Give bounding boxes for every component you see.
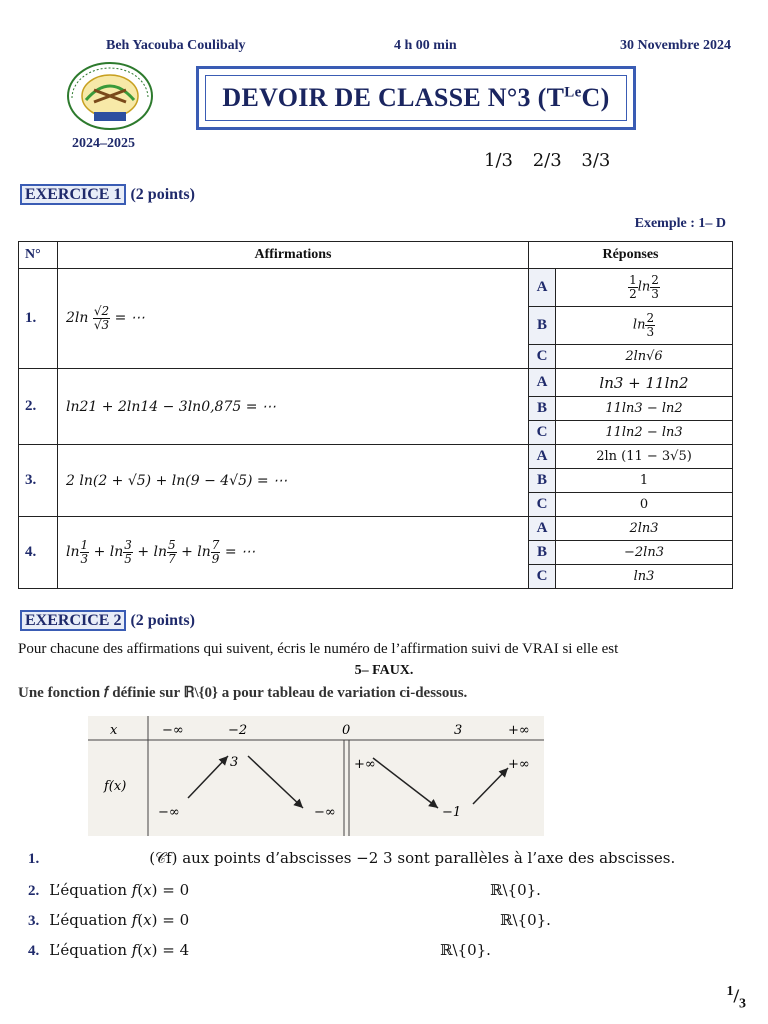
exam-date: 30 Novembre 2024 [620,38,731,53]
exercise2-heading: EXERCICE 2 (2 points) [20,612,195,630]
answer-option: 11ln3 − ln2 [556,397,733,421]
tv-x-value: +∞ [508,723,530,738]
answer-letter: C [529,493,556,517]
answer-letter: C [529,421,556,445]
question-number: 4. [19,517,58,589]
page-markers [484,150,624,171]
answer-letter: B [529,469,556,493]
question-statement: 2ln $\frac{√2}{√3}$ = ⋯ [58,269,529,369]
exam-duration: 4 h 00 min [394,38,457,53]
page-marker: 3/3 [581,150,611,171]
exercise2-item-2: 2. L’équation 𝑓(𝑥) = 0 [28,881,190,899]
answer-option: 0 [556,493,733,517]
tv-f-value: +∞ [508,757,530,772]
answer-option: 2ln3 [556,517,733,541]
answer-letter: B [529,307,556,345]
school-logo [64,60,156,132]
tv-f-label: f(x) [104,779,127,794]
answer-option: 2ln√6 [556,345,733,369]
exercise2-instruction-end: 5– FAUX. [354,663,414,678]
tv-f-value: −∞ [314,805,336,820]
qcm-table [18,241,733,589]
exercise2-item-1: 1. (𝒞f) aux points d’abscisses −2 3 sont parallèles à l’axe des abscisses. [28,849,676,867]
exercise2-item-4: 4. L’équation 𝑓(𝑥) = 4 [28,941,190,959]
exercise2-item-4-tail: ℝ\{0}. [440,941,491,959]
answer-option: $\frac{1}{2}$ ln $\frac{2}{3}$ [556,269,733,307]
tv-f-value: −∞ [158,805,180,820]
school-year: 2024–2025 [72,136,135,151]
exercise2-instruction: Pour chacune des affirmations qui suivent, écris le numéro de l’affirmation suivi de VRAI si elle est [18,641,619,657]
tv-f-value: +∞ [354,757,376,772]
answer-letter: A [529,269,556,307]
function-intro: Une fonction 𝑓 définie sur ℝ\{0} a pour tableau de variation ci-dessous. [18,685,468,701]
title-box [196,66,636,130]
answer-letter: C [529,565,556,589]
tv-x-value: −∞ [162,723,184,738]
question-statement: ln21 + 2ln14 − 3ln0,875 = ⋯ [58,369,529,445]
answer-option: ln $\frac{2}{3}$ [556,307,733,345]
variation-table [88,716,544,836]
tv-x-value: −2 [228,723,248,738]
exercise2-item-3: 3. L’équation 𝑓(𝑥) = 0 [28,911,190,929]
example-note: Exemple : 1– D [634,216,726,231]
question-number: 1. [19,269,58,369]
answer-letter: B [529,397,556,421]
answer-option: ln3 + 11ln2 [556,369,733,397]
answer-option: 1 [556,469,733,493]
exam-title: DEVOIR DE CLASSE N°3 $(T^{Le}C)$ [222,83,610,112]
answer-option: −2ln3 [556,541,733,565]
answer-letter: B [529,541,556,565]
tv-x-label: x [110,723,118,738]
tv-x-value: 3 [454,723,463,738]
question-statement: 2 ln(2 + √5) + ln(9 − 4√5) = ⋯ [58,445,529,517]
question-number: 3. [19,445,58,517]
tv-f-value: −1 [442,805,462,820]
tv-f-value: 3 [230,755,239,770]
tv-x-value: 0 [342,723,351,738]
col-header-num: N° [19,242,58,269]
answer-option: 2ln (11 − 3√5) [556,445,733,469]
answer-option: ln3 [556,565,733,589]
page-marker: 1/3 [484,150,513,171]
exercise2-item-3-tail: ℝ\{0}. [500,911,551,929]
exercise2-item-2-tail: ℝ\{0}. [490,881,541,899]
col-header-affirmations: Affirmations [58,242,529,269]
exercise1-heading: EXERCICE 1 (2 points) [20,186,195,204]
page-number: $^1/_3$ [726,984,746,1012]
question-statement: ln $\frac{1}{3}$ + ln $\frac{3}{5}$ + ln $\frac{5}{7}$ + ln $\frac{7}{9}$ = ⋯ [58,517,529,589]
question-number: 2. [19,369,58,445]
answer-letter: A [529,445,556,469]
page-marker: 2/3 [532,150,562,171]
answer-letter: C [529,345,556,369]
author-name: Beh Yacouba Coulibaly [106,38,246,53]
answer-option: 11ln2 − ln3 [556,421,733,445]
col-header-reponses: Réponses [529,242,733,269]
answer-letter: A [529,517,556,541]
answer-letter: A [529,369,556,397]
